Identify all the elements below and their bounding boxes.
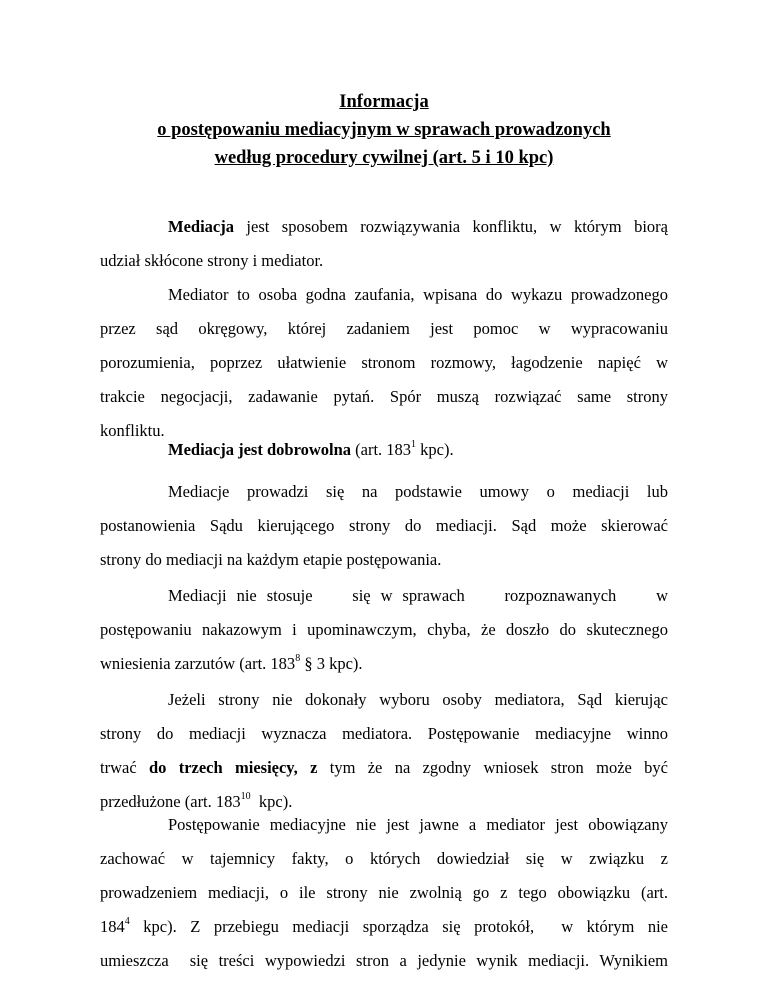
paragraph-line: udział skłócone strony i mediator.	[100, 251, 324, 270]
paragraph-line: Mediacje prowadzi się na podstawie umowy o mediacji lub	[168, 482, 668, 501]
heading-line-2: o postępowaniu mediacyjnym w sprawach prowadzonych	[157, 120, 611, 140]
heading-line-3: według procedury cywilnej (art. 5 i 10 kpc)	[214, 148, 554, 168]
paragraph-confidentiality	[100, 808, 668, 978]
text-span: 184	[100, 917, 125, 936]
paragraph-line	[100, 647, 668, 681]
text-span: tym że na zgodny wniosek stron może być	[317, 758, 668, 777]
paragraph-line: przez sąd okręgowy, której zadaniem jest pomoc w wypracowaniu	[100, 319, 668, 338]
paragraph-basis	[100, 475, 668, 577]
paragraph-line: Mediator to osoba godna zaufania, wpisana do wykazu prowadzonego	[168, 285, 668, 304]
text-span: wniesienia zarzutów (art. 183	[100, 654, 296, 673]
heading-line-1: Informacja	[339, 92, 429, 112]
paragraph-line: konfliktu.	[100, 421, 165, 440]
superscript: 8	[295, 652, 301, 664]
paragraph-line: Mediacji nie stosuje się w sprawach rozpoznawanych w	[168, 586, 668, 605]
bold-term: Mediacja	[168, 217, 234, 236]
text-span: przedłużone (art. 183	[100, 792, 241, 811]
text-span: § 3 kpc).	[300, 654, 363, 673]
paragraph-line: trakcie negocjacji, zadawanie pytań. Spór muszą rozwiązać same strony	[100, 387, 668, 406]
bold-term: Mediacja jest dobrowolna	[168, 440, 352, 459]
paragraph-line	[100, 210, 668, 244]
paragraph-line: prowadzeniem mediacji, o ile strony nie zwolnią go z tego obowiązku (art.	[100, 883, 668, 902]
text-span: trwać	[100, 758, 149, 777]
paragraph-line: strony do mediacji na każdym etapie postępowania.	[100, 550, 442, 569]
paragraph-line: Postępowanie mediacyjne nie jest jawne a mediator jest obowiązany	[168, 815, 668, 834]
paragraph-line: porozumienia, poprzez ułatwienie stronom rozmowy, łagodzenie napięć w	[100, 353, 668, 372]
text-span: (art. 183	[351, 440, 412, 459]
superscript: 10	[240, 790, 251, 802]
paragraph-line: Jeżeli strony nie dokonały wyboru osoby mediatora, Sąd kierując	[168, 690, 668, 709]
paragraph-mediator-selection	[100, 683, 668, 819]
paragraph-exclusions	[100, 579, 668, 681]
superscript: 4	[124, 915, 130, 927]
text-span: kpc).	[250, 792, 293, 811]
paragraph-line	[100, 433, 668, 467]
paragraph-line: umieszcza się treści wypowiedzi stron a jedynie wynik mediacji. Wynikiem	[100, 951, 668, 970]
paragraph-line	[100, 910, 668, 944]
paragraph-line: zachować w tajemnicy fakty, o których dowiedział się w związku z	[100, 849, 668, 868]
paragraph-mediator	[100, 278, 668, 448]
paragraph-mediation-definition	[100, 210, 668, 278]
bold-term: do trzech miesięcy, z	[148, 758, 318, 777]
paragraph-line: postępowaniu nakazowym i upominawczym, chyba, że doszło do skutecznego	[100, 620, 668, 639]
paragraph-line	[100, 751, 668, 785]
paragraph-voluntary	[100, 433, 668, 467]
paragraph-line: strony do mediacji wyznacza mediatora. Postępowanie mediacyjne winno	[100, 724, 668, 743]
text-span: jest sposobem rozwiązywania konfliktu, w którym biorą	[233, 217, 668, 236]
paragraph-line: postanowienia Sądu kierującego strony do mediacji. Sąd może skierować	[100, 516, 668, 535]
text-span: kpc). Z przebiegu mediacji sporządza się protokół, w którym nie	[129, 917, 668, 936]
text-span: kpc).	[416, 440, 454, 459]
superscript: 1	[411, 438, 417, 450]
